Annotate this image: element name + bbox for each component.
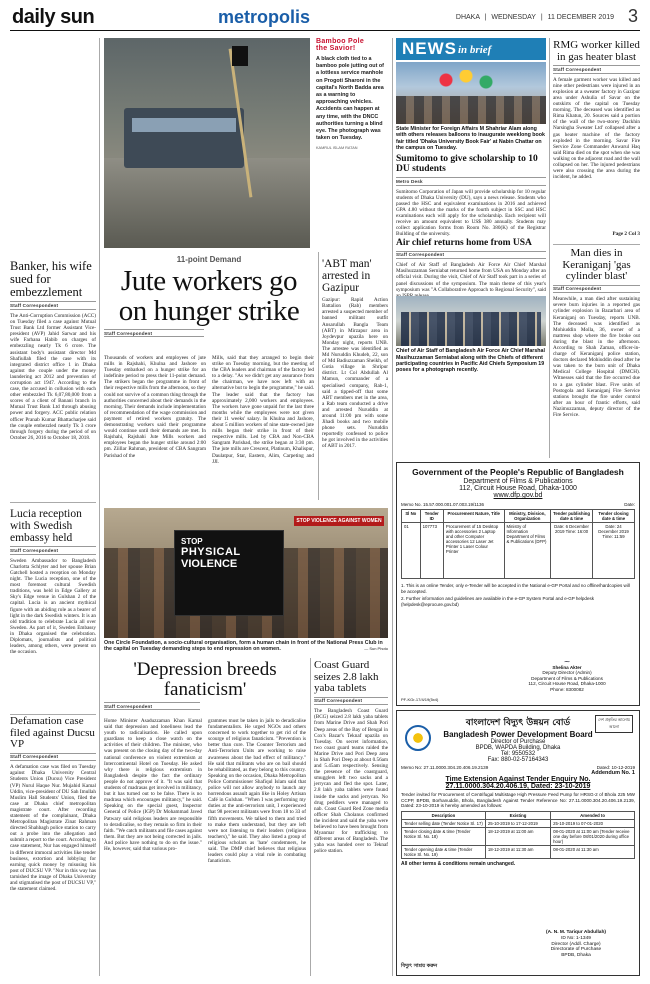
photo-bus — [124, 108, 244, 168]
cell-org: Ministry of Information Department of Films & Publications (DFP) — [504, 523, 551, 579]
news-brief-title-1: NEWS — [402, 39, 457, 58]
defamation-body: A defamation case was filed on Tuesday against Dhaka University Central Students Union (Ducsu) Vice President (VP) Nurul Haque Nur. Mujahid Kamal Uddin, vice-president of DU Sah Imullah Muslim Hall Students' Union, filed the case at Dhaka chief metropolitan magistrate court. After recording statement of the complainant, Dhaka Metropolitan Magistrate Zinat Rahman directed Shahbagh police station to carry out a probe into the allegation and submit a report to the court. According to case statement, Nur has engaged himself in different immoral activities like tender business, extortion and lobbying for earning quick money by misusing his post of DUCSU VP. "Nur in this way has tarnished the image of Dhaka University and stigmatised the post of DUCSU VP," the statement claimed. — [10, 764, 96, 893]
divider — [553, 244, 640, 245]
bpdb-fax: Fax: 880-02-57164343 — [487, 757, 549, 763]
th-sl: Sl No — [402, 510, 421, 523]
dfp-note-1: 1. This is an online Tender, only e-Tender will be accepted in the National e-GP Portal and no offline/hardcopies will be accepted. — [401, 583, 630, 594]
cell-id: 107773 — [420, 523, 443, 579]
abt-body: Gazipur: Rapid Action Battalion (Rab) members arrested a suspected member of banned militant outfit Ansarullah Bangla Team (ABT) in Mirzapur area in Joydevpur upazila here on Monday night, reports UNB. The arrestee was identified as Md Nuruddin Khudeb, 22, son of Md Badiuzzaman Sheikh, of Gotia village in Shripur district. Lt Col Abdullah Al Mamun, commander of a specialised company, Rab-1, said a tipped-off that some ABT members met in the area, a Rab team conducted a drive and arrested Nuruddin at around 11:00 pm with some Jihadi books and two mobile phone sets. Nuruddin reportedly confessed to police he got involved in the activities of ABT in 2017. — [322, 297, 388, 450]
dfp-signer-addr: 112, Circuit House Road, Dhaka-1000 — [528, 681, 606, 687]
sign-physical: PHYSICAL — [181, 546, 241, 558]
banker-byline: Staff Correspondent — [10, 301, 96, 310]
photo-officers — [401, 312, 541, 346]
bpdb-signer-id: ID No: 1-1349 — [561, 935, 591, 941]
cell: 25-10-2019 to 17-12-2019 — [485, 819, 550, 827]
bpdb-signer-name: (A. N. M. Tariqur Abdullah) — [546, 930, 606, 936]
cell: Tender closing date & time (Tender Notice Sl. No. 18) — [402, 827, 486, 845]
bpdb-building: BPDB, WAPDA Building, Dhaka — [475, 745, 561, 751]
cell-pub: Date: 6 December 2019 Time: 16:00 — [551, 523, 593, 579]
coast-byline: Staff Correspondent — [314, 697, 388, 706]
human-chain-caption — [104, 640, 388, 653]
bpdb-addendum: Addendum No. 1 — [591, 770, 635, 776]
book-fair-caption: State Minister for Foreign Affairs M Shahriar Alam along with others releases balloons to inaugurate weeklong book fair titled 'Dhaka University Book Fair' at Nabin Chattar on the campus on Tuesday. — [396, 126, 545, 151]
lucia-story — [10, 508, 96, 706]
divider — [310, 658, 311, 976]
sumitomo-headline: Sumitomo to give scholarship to 10 DU students — [396, 154, 538, 175]
abt-story — [322, 258, 388, 537]
th-amended: Amended to — [551, 811, 635, 819]
table-row — [402, 523, 635, 579]
section-title: metropolis — [218, 7, 311, 27]
bpdb-table — [401, 811, 635, 859]
banker-story — [10, 260, 96, 498]
news-brief-title-2: in brief — [458, 44, 492, 56]
photo-group — [396, 96, 546, 124]
sumitomo-body: Sumitomo Corporation of Japan will provide scholarship for 10 regular students of Dhaka University (DU), says a news release. Students who passed the HSC and equivalent examinations in 2016 and achieved GPA 4.80 without the marks of the fourth subject in SSC and HSC examinations each will apply for the scholarship. Each recipient will receive an amount equivalent to US$ 380 annually. Students may collect application forms from Room No. 380(K) of the Registrar Building of the university. — [396, 188, 546, 238]
air-chief-body: Chief of Air Staff of Bangladesh Air Force Air Chief Marshal Masihuzzaman Serniabat returned home from USA on Monday after an official visit. During the visit, Chief of Air Staff took part in a series of panel discussions of the symposium. The main theme of this year's symposium was "A Collaborative Approach to Regional Security", said — [396, 262, 546, 293]
dfp-ref: PF-KGr-17/4/19(5x4) — [401, 697, 439, 702]
dateline-city: DHAKA — [455, 14, 480, 21]
dfp-dept: Department of Films & Publications — [463, 478, 573, 485]
bamboo-head-2: the Savior! — [316, 45, 356, 52]
sign-violence: VIOLENCE — [181, 558, 238, 570]
depression-story — [104, 659, 306, 865]
dfp-address: 112, Circuit House Road, Dhaka-1000 — [459, 485, 577, 492]
th-close: Tender closing date & time — [593, 510, 635, 523]
jute-headline: Jute workers go on hunger strike — [118, 265, 300, 328]
human-chain-caption-text: One Circle Foundation, a socio-cultural organisation, form a human chain in front of the National Press Club in the capital on Tuesday demanding steps to end repression on women. — [104, 640, 383, 653]
bpdb-signature — [521, 930, 631, 959]
divider — [392, 38, 393, 976]
bpdb-signer-role: Director (Addl. Charge) — [551, 941, 601, 947]
jute-kicker: 11-point Demand — [176, 255, 242, 264]
bamboo-caption: A black cloth tied to a bamboo pole jutting out of a lottless service manhole on Progoti Sharoni in the capital's North Badda area as a warning to approaching vehicles. Accidents can happen at any time, with the DNCC authorities turning a blind eye. The photograph was taken on Tuesday. — [316, 56, 384, 142]
table-row — [402, 845, 635, 858]
dfp-signer-role: Deputy Director (Admin) — [542, 670, 592, 676]
photo-balloons — [436, 70, 506, 92]
bamboo-box — [316, 38, 386, 248]
banker-body: The Anti-Corruption Commission (ACC) on Tuesday filed a case against Mutual Trust Bank Ltd former Assistant Vice-president (AVP) Jahid Sarwar and his wife Farhana Habib on charges of embezzling nearly Tk 6 crore. The assistant body's assistant director Md Shafiullah filed the case with its integrated district office 1 in Dhaka against the couple under the money laundering act 2012 and prevention of corruption act 1947. According to the case, the accused in collusion with each other embezzled Tk 6,07,80,000 from a scores of a client of Banani branch in Mutual Trust Bank Ltd through abusing power and forgery. ACC public relation officer Pranab Kumar Bhattacharjee said the couple embezzled nearly Tk 3 crore through forgery during the period of on October 26, 2016 to October 18, 2018. — [10, 312, 96, 441]
air-chief-caption: Chief of Air Staff of Bangladesh Air Force Air Chief Marshal Masihuzzaman Serniabat along with the Chiefs of different participating countries in Pacific Aid Chiefs Symposium 19 poses for a photograph recently. — [396, 348, 545, 374]
bamboo-head-1: Bamboo Pole — [316, 38, 365, 45]
rmg-continued: Page 2 Col 3 — [612, 230, 640, 237]
dateline-day: WEDNESDAY — [491, 14, 536, 21]
dateline-date: 11 DECEMBER 2019 — [547, 14, 614, 21]
sign-stop: STOP — [181, 537, 203, 546]
cell: Tender opening date & time (Tender Notice Sl. No. 19) — [402, 845, 486, 858]
sign-board — [174, 530, 284, 616]
th-title: Procurement Nature, Title — [443, 510, 504, 523]
th-existing: Existing — [485, 811, 550, 819]
lucia-headline: Lucia reception with Swedish embassy held — [10, 508, 82, 545]
cell: 08-01-2020 at 11:30 am — [551, 845, 635, 858]
rmg-body: A female garment worker was killed and nine other pedestrians were injured in an explosion at a sweater factory in Gazipur area under Ashulia of Savar on the outskirts of the capital on Tuesday morning. The deceased was identified as Rima Khatun, 20. Sources said a portion of the wall of the two-storey Dackhin Narsingha Sweater Ltd' collapsed after a gas heater machine of the factory exploded in the morning. Savar Fire Service Zone Commander Anwarul Haq said Rima died on the spot when she was walking on the adjacent road and the wall collapsed on her. The injured pedestrians were also crossing the area during the incident, he added. — [553, 76, 640, 181]
dfp-tender-table — [401, 509, 635, 579]
sign-banner: STOP VIOLENCE AGAINST WOMEN — [294, 516, 384, 526]
divider — [549, 38, 550, 458]
cell-close: Date: 24 December 2019 Time: 11:59 — [593, 523, 635, 579]
book-fair-photo — [396, 62, 546, 124]
dateline: DHAKA | WEDNESDAY | 11 DECEMBER 2019 — [455, 14, 614, 21]
masthead-rule — [10, 30, 640, 31]
bpdb-date: Dated: 10-12-2019 — [596, 765, 635, 770]
bpdb-footer: বিদ্যুৎ সাশ্রয় করুন — [401, 963, 438, 969]
dfp-signer-name: Shelina Akter — [552, 664, 582, 670]
dfp-date: Date: — [624, 502, 635, 507]
divider — [99, 38, 100, 976]
defamation-headline: Defamation case filed against Ducsu VP — [10, 715, 95, 751]
cell: 18-12-2019 at 11:30 am — [485, 845, 550, 858]
photo-bus-window — [132, 118, 236, 132]
bpdb-signer-org: BPDB, Dhaka — [561, 953, 591, 959]
dfp-sign-mark: ~ — [563, 657, 571, 666]
rmg-story — [553, 40, 640, 237]
air-chief-byline: Staff Correspondent — [396, 251, 546, 260]
photo-cloth — [232, 46, 248, 66]
keraniganj-story — [553, 248, 640, 458]
dfp-signer-phone: Phone: 8300082 — [550, 686, 584, 692]
sumitomo-byline: Metro Desk — [396, 177, 546, 186]
human-chain-photo — [104, 508, 388, 638]
cell: 18-12-2019 at 11:00 am — [485, 827, 550, 845]
th-org: Ministry, Division, Organization — [504, 510, 551, 523]
bpdb-memo: Memo No: 27.11.0000.304.20.406.19.2139 — [401, 765, 489, 770]
bpdb-logo — [405, 725, 431, 751]
manhole-photo — [104, 38, 310, 248]
dfp-memo-line — [401, 502, 635, 507]
dfp-tender-ad — [396, 462, 640, 706]
news-brief — [396, 38, 546, 373]
banker-headline: Banker, his wife sued for embezzlement — [10, 259, 92, 300]
rmg-byline: Staff Correspondent — [553, 65, 640, 74]
bpdb-extension: Time Extension Against Tender Enquiry No. — [445, 776, 591, 783]
bpdb-name: Bangladesh Power Development Board — [443, 730, 593, 739]
depression-body-1: Home Minister Asaduzzaman Khan Kamal said that depression and loneliness lead the youth to radicalisation. He called upon guardians to keep a close watch on the activities of their children. The minister, who was present on the closing day of the two-day national conference on violent extremism at Intercontinental Hotel on Tuesday. He asked why there is religious extremism in Bangladesh despite the fact the ordinary people do not approve of it. "It was said that students of madrasas get involved in militancy, but it has turned out to be false. There is no madrasa which encourages militancy," he said. Speaking on the special guest, Inspector General of Police (IGP) Dr Mohammad Javed Patwary said religious leaders are responsible to deradicalise, so they remain so firm in their faith. "We catch militants and file cases against them. But they are not being corrected in jails. And police have nothing to do on the issue." He, however, said that various pro- — [104, 718, 202, 852]
bpdb-body: Tender invited for Procurement of Centrifugal Multistage High Pressure Feed Pump for HRSG-2 of Bhola 225 MW CCPP, BPDB, Borhanuddin, Bhola, Bangladesh Against Tender Reference No: 27.11.0000.304.20.406.19.2139, Dated: 23-10-2019 is hereby amended as follows: — [401, 792, 635, 809]
table-row — [402, 827, 635, 845]
jute-byline: Staff Correspondent — [104, 329, 204, 338]
photo-road — [104, 158, 310, 248]
human-chain-credit: — Sun Photo — [364, 646, 388, 652]
paper-logo: daily sun — [12, 6, 95, 28]
cell: 25-10-2019 to 07-01-2020 — [551, 819, 635, 827]
coast-headline: Coast Guard seizes 2.8 lakh yaba tablets — [314, 659, 379, 695]
keraniganj-headline: Man dies in Keraniganj 'gas cylinder blast' — [562, 247, 631, 283]
divider — [10, 502, 96, 503]
bpdb-director: Director of Purchase — [490, 739, 546, 745]
jute-body-2: Mills, said that they arranged to begin their strike on Tuesday morning, but the meeting of the CBA leaders and chairman of the factory led to a delay. "As we didn't get any assurance from the chairman, we have now left with an alternative but to begin the programme," he said. The leader said that the factory has approximately 2,000 workers and employees. The workers have gone unpaid for the last three months while the employees were not given their 11 weeks' salary. In Khulna and Jashore, about 5 million workers of nine state-owned jute mills began their strike in front of their respective mills. Led by CBA and Non-CBA Sangram Parishad, the strike began at 3:30 pm. The jute mills are Crescent, Platinum, Khalispur, Daulatpur, Star, Eastern, Alim, Carpeting and JJI. — [212, 355, 314, 465]
bpdb-tender-ad — [396, 710, 640, 976]
th-pub: Tender publishing date & time — [551, 510, 593, 523]
th-id: Tender ID — [420, 510, 443, 523]
bpdb-badge: দেশ প্রকৃতির আলোয় আলো — [595, 715, 633, 733]
cell: 08-01-2020 at 11:00 am (Tender receive one day before 08/01/2020 during office hour) — [551, 827, 635, 845]
bpdb-tel: Tel: 9550532 — [500, 751, 536, 757]
dfp-web: www.dfp.gov.bd — [493, 492, 543, 499]
coast-body: The Bangladesh Coast Guard (BCG) seized 2.8 lakh yaba tablets from Marine Drive and Shah Pori Deep areas of the Bay of Bengal in Cox's Bazar's Teknaf upazila on Tuesday. On secret information, two coast guard teams raided the Marine Drive and Pori Deep area in Shah Pori Deep at about 0.56am and 5.45am respectively. Sensing the presence of the coastguard, smugglers left two sacks and a jerrycan and fled the spot. Later, 2.8 lakh yaba tablets were found inside the sacks and jerrycan. No drug peddlers were managed to nab. Coast Guard Red Zone media officer Shah Cholanus confirmed the incident and said the yaba were believed to have been brought from Myanmar for trafficking to different areas of Bangladesh. The yaba was handed over to Teknaf police station. — [314, 708, 388, 855]
bpdb-signer-dir: Directorate of Purchase — [550, 947, 602, 953]
coast-story — [314, 660, 388, 976]
bamboo-credit: KAMRUL ISLAM RATAN — [316, 146, 358, 151]
lucia-byline: Staff Correspondent — [10, 546, 96, 555]
depression-headline: 'Depression breeds fanaticism' — [133, 659, 277, 700]
air-chief-photo — [396, 296, 546, 346]
jute-story — [104, 255, 314, 465]
defamation-byline: Staff Correspondent — [10, 753, 96, 762]
air-chief-headline: Air chief returns home from USA — [396, 237, 532, 248]
masthead — [0, 0, 650, 30]
defamation-story — [10, 716, 96, 969]
keraniganj-byline: Staff Correspondent — [553, 285, 640, 294]
table-header — [402, 510, 635, 523]
rmg-headline: RMG worker killed in gas heater blast — [553, 39, 640, 63]
depression-byline: Staff Correspondent — [104, 702, 200, 711]
dfp-signature — [507, 659, 627, 693]
dfp-gov: Government of the People's Republic of Bangladesh — [412, 467, 624, 477]
divider — [318, 252, 319, 500]
th-description: Description — [402, 811, 486, 819]
bpdb-other-terms: All other terms & conditions remain unchanged. — [401, 860, 516, 867]
table-row — [402, 819, 635, 827]
bpdb-bangla-name: বাংলাদেশ বিদ্যুৎ উন্নয়ন বোর্ড — [465, 718, 571, 728]
dfp-signer-dept: Department of Films & Publications — [531, 675, 603, 681]
dfp-memo: Memo No. 15.57.000.001.07.003.19/1136 — [401, 502, 484, 507]
depression-body-2: grammes must be taken in jails to deradicalise fundamentalists. He urged NGOs and others concerned to work together to get rid of the scourge of religious fanaticism. "Prevention is better than cure. The Counter Terrorism and Anti-Terrorism Units are working to raise awareness about the bad effect of militancy." He said that militants who are on bail should be rehabilitated, as they belong to this country. Speaking on the occasion, Dhaka Metropolitan Police Commissioner Shafiqul Islam said that police will not allow anybody to launch any horrendous assault again like in Holey Artisan Café in Gulshan. "When I was performing my duties at the anti-terrorism unit, I experienced that 98 percent militants were from 18 to 33 of fifth movements. We talked to them and tried to make them understand, but they are left were not listening to their leaders (religious teachers)," he said. They also listed a group of religious scholars as 'hate' condemners, he said. The DMP chief believes that religious leaders could play a vital role in combating fanaticism. — [208, 718, 306, 865]
cell-title: Procurement of 15 Desktop with accessories 2 Laptop and other Computer accessories 12 Laser Jet Printer 1 Laser Colour Printer — [443, 523, 504, 579]
abt-headline: 'ABT man' arrested in Gazipur — [322, 258, 372, 295]
jute-body-1: Thousands of workers and employees of jute mills in Rajshahi, Khulna and Jashore on Tuesday embarked on a hunger strike for an indefinite period to press their 11-point demand. The strikers began the programme in front of their respective mills from the afternoon, so they could not survive of a common thing through the authorities concerned about their demands in the morning. Their demands include implementation of recommendation of the wage commission and payment of retired workers gratuity. The demonstrating workers said their programme would continue until their demands are met. In Rajshahi, Rajshahi Jute Mills workers and employees began the hunger strike around 2:00 pm. Ziillar Rahman, president of CBA Sangram Parishad of the — [104, 355, 206, 459]
dfp-note-2: 2. Further information and guidelines are available in the e-GP System Portal and e-GP helpdesk (helpdesk@eprocure.gov.bd) — [401, 596, 594, 607]
keraniganj-body: Meanwhile, a man died after sustaining severe burn injuries in a reported gas cylinder explosion in Bazarbari area of Keraniganj on Tuesday, reports UNB. The deceased was identified as Mohiuddin Molla, 36, owner of a mattress shop where the fire broke out during the blast in the afternoon. According to Shah Zaman, officer-in-charge of Keraniganj police station, doctors declared Mohiuddin dead after he was taken to the burn unit of Dhaka Medical College Hospital (DMCH). Witnesses said that the fire occurred due to a gas cylinder blast. Five units of Postogola and Keraniganj Fire Service stations brought the fire under control after an hour of frantic efforts, said Nazimuzzaman, deputy director of the Fire Service. — [553, 296, 640, 419]
lucia-body: Sweden Ambassador to Bangladesh Charlotta Schlyter and her spouse Brian Gatchell hosted a reception on Monday night. The Lucia reception, one of the most foremost cultural Swedish traditions, was held in Edge Gallery at Sky's Edge venue in Gulshan 2 of the capital. Lucia is an ancient mythical figure with an abiding role as a bearer of light in the dark Swedish winters. It is an old tradition to celebrate Lucia all over Sweden. As part of it, Sweden Embassy in Dhaka organised the celebration. Diplomats, journalists and political leaders, among others, were present on the occasion. — [10, 557, 96, 656]
bpdb-tender-no: 27.11.0000.304.20.406.19, Dated: 23-10-2019 — [445, 783, 591, 790]
cell-sl: 01 — [402, 523, 421, 579]
page-number: 3 — [627, 6, 638, 26]
table-header — [402, 811, 635, 819]
news-brief-banner — [396, 38, 546, 60]
cell: Tender selling date (Tender Notice Sl. 17) — [402, 819, 486, 827]
